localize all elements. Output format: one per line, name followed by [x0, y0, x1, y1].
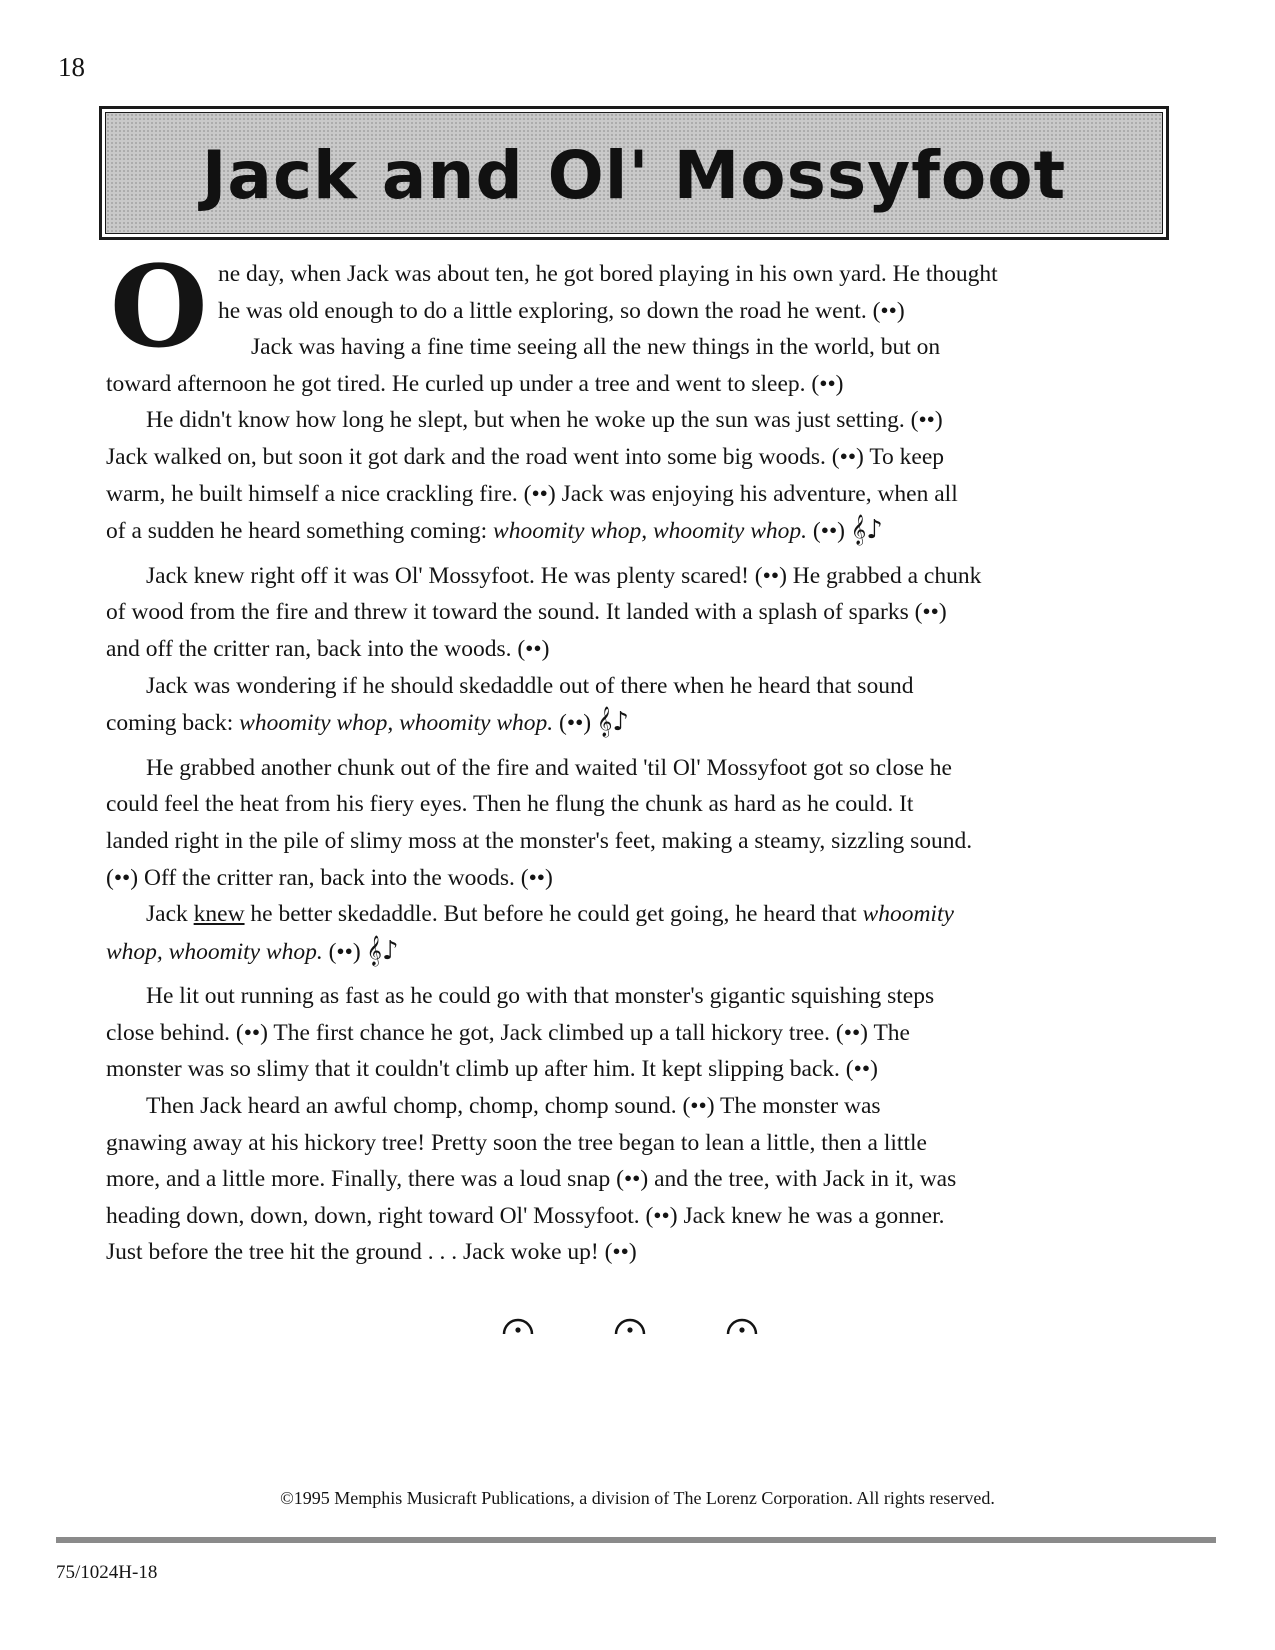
story-line: Jack was having a fine time seeing all the new things in the world, but on	[251, 334, 941, 361]
fermata-icon	[612, 1312, 648, 1336]
footer-divider	[56, 1537, 1216, 1543]
story-line: landed right in the pile of slimy moss at the monster's feet, making a steamy, sizzling sound.	[106, 827, 973, 854]
opening-paragraph	[106, 242, 1186, 402]
fermata-icon	[724, 1312, 760, 1336]
line-text: he better skedaddle. But before he could get going, he heard that	[244, 901, 863, 928]
story-line: Jack walked on, but soon it got dark and the road went into some big woods. (••) To keep	[106, 443, 945, 470]
story-line: close behind. (••) The first chance he got, Jack climbed up a tall hickory tree. (••) The	[106, 1019, 910, 1046]
story-line: monster was so slimy that it couldn't climb up after him. It kept slipping back. (••)	[106, 1056, 878, 1083]
sound-effect: whop, whoomity whop.	[106, 938, 323, 965]
line-text: coming back:	[106, 710, 240, 737]
line-text: Jack	[146, 901, 194, 928]
story-line: more, and a little more. Finally, there was a loud snap (••) and the tree, with Jack in it, was	[106, 1166, 957, 1193]
story-line	[106, 704, 1186, 742]
line-text: of a sudden he heard something coming:	[106, 518, 494, 545]
story-line: and off the critter ran, back into the woods. (••)	[106, 635, 550, 662]
line-text: (••)	[553, 710, 597, 737]
story-line: warm, he built himself a nice crackling fire. (••) Jack was enjoying his adventure, when all	[106, 480, 958, 507]
sound-effect: whoomity whop, whoomity whop.	[493, 518, 808, 545]
story-line: He didn't know how long he slept, but when he woke up the sun was just setting. (••)	[146, 407, 943, 434]
story-line	[106, 933, 1186, 971]
story-line: Just before the tree hit the ground . . . Jack woke up! (••)	[106, 1239, 637, 1266]
title-banner	[99, 106, 1169, 240]
underlined-word: knew	[193, 901, 245, 928]
end-ornaments	[500, 1312, 760, 1336]
music-note-icon: 𝄞♪	[597, 707, 629, 738]
title-banner-inner	[105, 112, 1163, 234]
story-line: Jack knew right off it was Ol' Mossyfoot. He was plenty scared! (••) He grabbed a chunk	[146, 562, 982, 589]
story-line: He lit out running as fast as he could go with that monster's gigantic squishing steps	[146, 983, 935, 1010]
line-text: (••)	[807, 518, 851, 545]
story-line: of wood from the fire and threw it toward the sound. It landed with a splash of sparks (••)	[106, 599, 947, 626]
music-note-icon: 𝄞♪	[366, 935, 399, 966]
sound-effect: whoomity	[862, 901, 954, 928]
story-line	[106, 896, 1186, 933]
story-line: (••) Off the critter ran, back into the woods. (••)	[106, 864, 553, 891]
sound-effect: whoomity whop, whoomity whop.	[239, 710, 554, 737]
copyright-notice: ©1995 Memphis Musicraft Publications, a division of The Lorenz Corporation. All rights reserved.	[280, 1488, 995, 1508]
story-line	[106, 512, 1186, 550]
story-line: Then Jack heard an awful chomp, chomp, chomp sound. (••) The monster was	[146, 1093, 881, 1120]
story-line: he was old enough to do a little exploring, so down the road he went. (••)	[218, 297, 905, 324]
page-number: 18	[58, 52, 85, 82]
story-line: He grabbed another chunk out of the fire and waited 'til Ol' Mossyfoot got so close he	[146, 754, 952, 781]
story-line: heading down, down, down, right toward Ol' Mossyfoot. (••) Jack knew he was a gonner.	[106, 1202, 945, 1229]
music-note-icon: 𝄞♪	[850, 515, 883, 546]
story-line: Jack was wondering if he should skedaddle out of there when he heard that sound	[146, 672, 914, 699]
story-title: Jack and Ol' Mossyfoot	[201, 136, 1067, 214]
story-line: ne day, when Jack was about ten, he got bored playing in his own yard. He thought	[218, 261, 998, 287]
catalog-number: 75/1024H-18	[56, 1562, 158, 1583]
story-body	[106, 242, 1186, 1271]
story-line: toward afternoon he got tired. He curled up under a tree and went to sleep. (••)	[106, 370, 844, 397]
drop-cap: O	[110, 242, 208, 373]
fermata-icon	[500, 1312, 536, 1336]
story-line: gnawing away at his hickory tree! Pretty soon the tree began to lean a little, then a little	[106, 1129, 927, 1156]
line-text: (••)	[322, 938, 367, 965]
story-line: could feel the heat from his fiery eyes. Then he flung the chunk as hard as he could. It	[106, 791, 914, 818]
